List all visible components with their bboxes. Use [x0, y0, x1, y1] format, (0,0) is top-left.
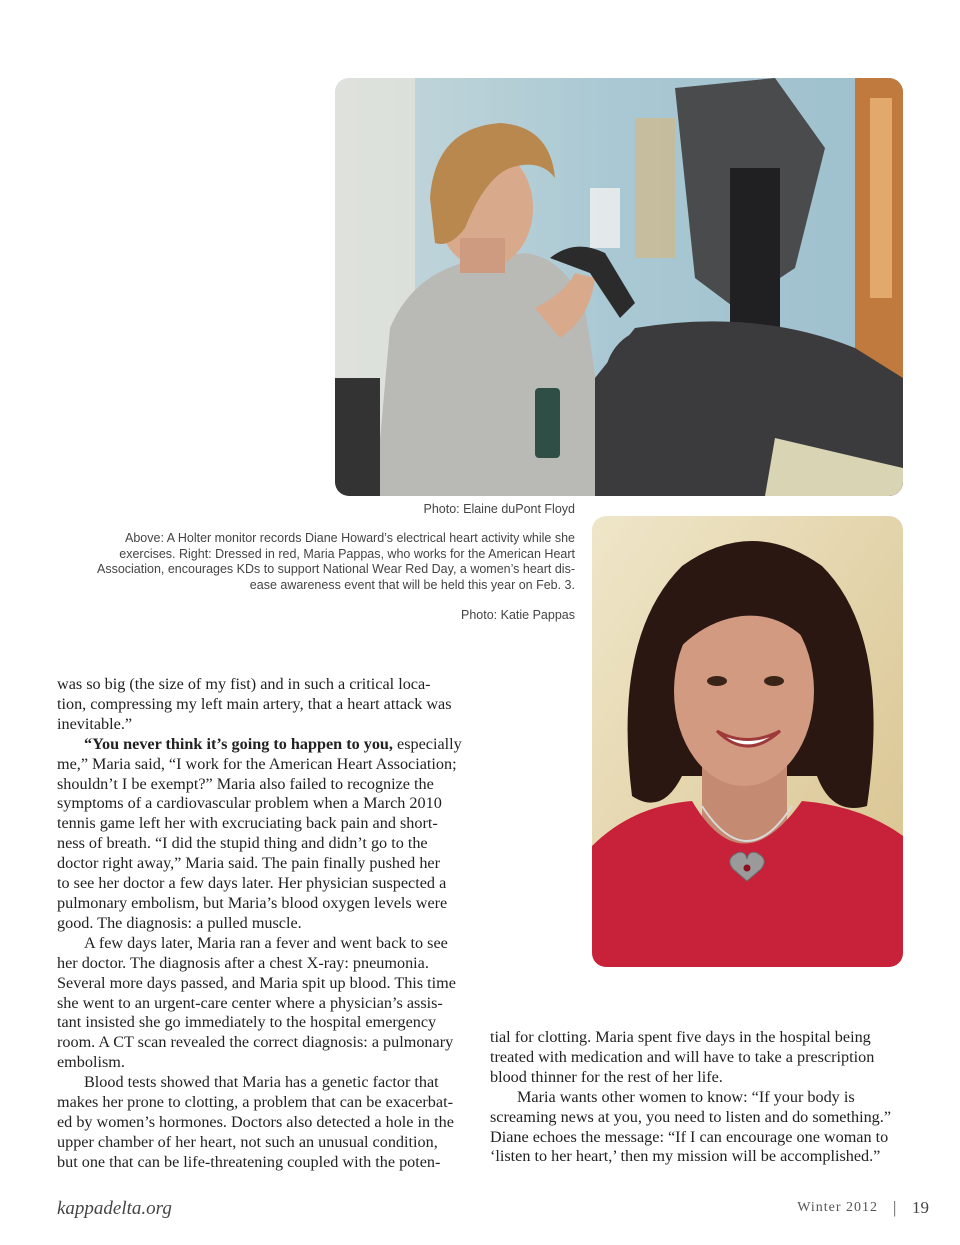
text-line: Diane echoes the message: “If I can encourage one woman to — [490, 1127, 889, 1146]
caption-line: Above: A Holter monitor records Diane Howard’s electrical heart activity while she — [125, 531, 575, 545]
text-line: tial for clotting. Maria spent five days in the hospital being — [490, 1028, 871, 1046]
paragraph — [57, 1073, 469, 1173]
photo-portrait — [592, 516, 903, 967]
text-line: symptoms of a cardiovascular problem when a March 2010 — [57, 794, 442, 813]
text-line: ed by women’s hormones. Doctors also detected a hole in the — [57, 1112, 454, 1131]
caption-line: Association, encourages KDs to support National Wear Red Day, a women’s heart dis- — [96, 562, 575, 576]
photo-credit-right: Photo: Katie Pappas — [461, 608, 575, 622]
text-line: she went to an urgent-care center where a physician’s assis- — [57, 993, 443, 1012]
text-line: ‘listen to her heart,’ then my mission will be accomplished.” — [490, 1147, 881, 1166]
text-line: Maria wants other women to know: “If your body is — [517, 1087, 855, 1106]
text-line: blood thinner for the rest of her life. — [490, 1067, 723, 1086]
text-line: A few days later, Maria ran a fever and went back to see — [84, 933, 448, 952]
page-number: 19 — [912, 1198, 929, 1217]
paragraph — [490, 1088, 902, 1168]
text-line: good. The diagnosis: a pulled muscle. — [57, 913, 302, 932]
text-line: her doctor. The diagnosis after a chest X-ray: pneumonia. — [57, 953, 429, 972]
text-line: to see her doctor a few days later. Her physician suspected a — [57, 874, 447, 893]
photo-credit-top: Photo: Elaine duPont Floyd — [423, 502, 575, 516]
text-line: doctor right away,” Maria said. The pain finally pushed her — [57, 854, 440, 873]
text-line: makes her prone to clotting, a problem that can be exacerbat- — [57, 1093, 453, 1112]
footer-issue-date: Winter 2012 — [797, 1200, 878, 1215]
paragraph — [57, 934, 469, 1073]
text-line: tant insisted she go immediately to the hospital emergency — [57, 1013, 437, 1032]
paragraph-pull-quote — [57, 735, 469, 934]
lead-in-bold: “You never think it’s going to happen to you, — [84, 734, 393, 753]
photo-caption — [60, 531, 575, 593]
text-line: tion, compressing my left main artery, that a heart attack was — [57, 694, 452, 713]
text-line: ness of breath. “I did the stupid thing and didn’t go to the — [57, 834, 428, 853]
text-line: shouldn’t I be exempt?” Maria also failed to recognize the — [57, 774, 434, 793]
photo-exercise — [335, 78, 903, 496]
footer-separator: | — [893, 1198, 897, 1217]
text-line: tennis game left her with excruciating back pain and short- — [57, 814, 438, 833]
text-line: room. A CT scan revealed the correct diagnosis: a pulmonary — [57, 1033, 454, 1052]
text-line: Blood tests showed that Maria has a genetic factor that — [84, 1073, 439, 1092]
text-line: upper chamber of her heart, not such an unusual condition, — [57, 1132, 438, 1151]
text-line: screaming news at you, you need to listen and do something.” — [490, 1107, 892, 1126]
paragraph-continued — [490, 1028, 902, 1088]
text-line: inevitable.” — [57, 714, 133, 733]
paragraph-continued — [57, 675, 469, 735]
text-line: me,” Maria said, “I work for the American Heart Association; — [57, 754, 457, 773]
caption-line: ease awareness event that will be held this year on Feb. 3. — [249, 577, 575, 592]
footer-website: kappadelta.org — [57, 1198, 172, 1219]
text-line: was so big (the size of my fist) and in such a critical loca- — [57, 675, 431, 693]
text-line: pulmonary embolism, but Maria’s blood oxygen levels were — [57, 893, 448, 912]
article-column-right — [490, 1028, 902, 1167]
text-line: Several more days passed, and Maria spit up blood. This time — [57, 973, 456, 992]
text-line: treated with medication and will have to take a prescription — [490, 1047, 875, 1066]
article-column-left — [57, 675, 469, 1173]
caption-line: exercises. Right: Dressed in red, Maria Pappas, who works for the American Heart — [119, 546, 575, 561]
text-line: embolism. — [57, 1053, 125, 1072]
text-line: but one that can be life-threatening coupled with the poten- — [57, 1152, 441, 1171]
text-line: especially — [392, 734, 462, 753]
